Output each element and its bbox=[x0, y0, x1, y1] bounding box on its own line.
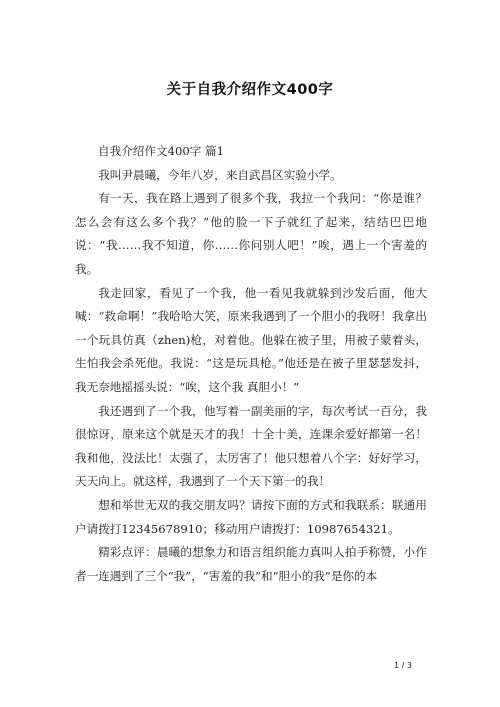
section-heading: 自我介绍作文400字 篇1 bbox=[98, 144, 224, 158]
document-body bbox=[75, 140, 427, 588]
paragraph-5: 想和举世无双的我交朋友吗？请按下面的方式和我联系：联通用户请拨打12345678910；移动用户请拨打：10987654321。 bbox=[75, 497, 427, 536]
paragraph-2: 有一天，我在路上遇到了很多个我，我拉一个我问：“你是谁？怎么会有这么多个我？”他的脸一下子就红了起来，结结巴巴地说：“我……我不知道，你……你问别人吧！”唉，遇上一个害羞的我。 bbox=[75, 191, 427, 276]
paragraph-4: 我还遇到了一个我，他写着一副美丽的字，每次考试一百分，我很惊讶，原来这个就是天才的我！十全十美，连课余爱好都第一名！我和他，没法比！太强了，太厉害了！他只想着八个字：好好学习，天天向上。就这样，我遇到了一个天下第一的我！ bbox=[75, 403, 427, 489]
paragraph-3: 我走回家，看见了一个我，他一看见我就躲到沙发后面，他大喊：“救命啊！”我哈哈大笑，原来我遇到了一个胆小的我呀！我拿出一个玩具仿真（zhen)枪，对着他。他躲在被子里，用被子蒙着头，生怕我会杀死他。我说：“这是玩具枪。”他还是在被子里瑟瑟发抖，我无奈地摇摇头说：“唉，这个我 真胆小！” bbox=[75, 285, 427, 394]
document-title: 关于自我介绍作文400字 bbox=[166, 82, 334, 98]
paragraph-1: 我叫尹晨曦，今年八岁，来自武昌区实验小学。 bbox=[98, 167, 342, 182]
paragraph-6: 精彩点评：晨曦的想象力和语言组织能力真叫人拍手称赞，小作者一连遇到了三个“我”，“害羞的我”和“胆小的我”是你的本 bbox=[75, 545, 427, 583]
page-number: 1 / 3 bbox=[394, 661, 412, 670]
